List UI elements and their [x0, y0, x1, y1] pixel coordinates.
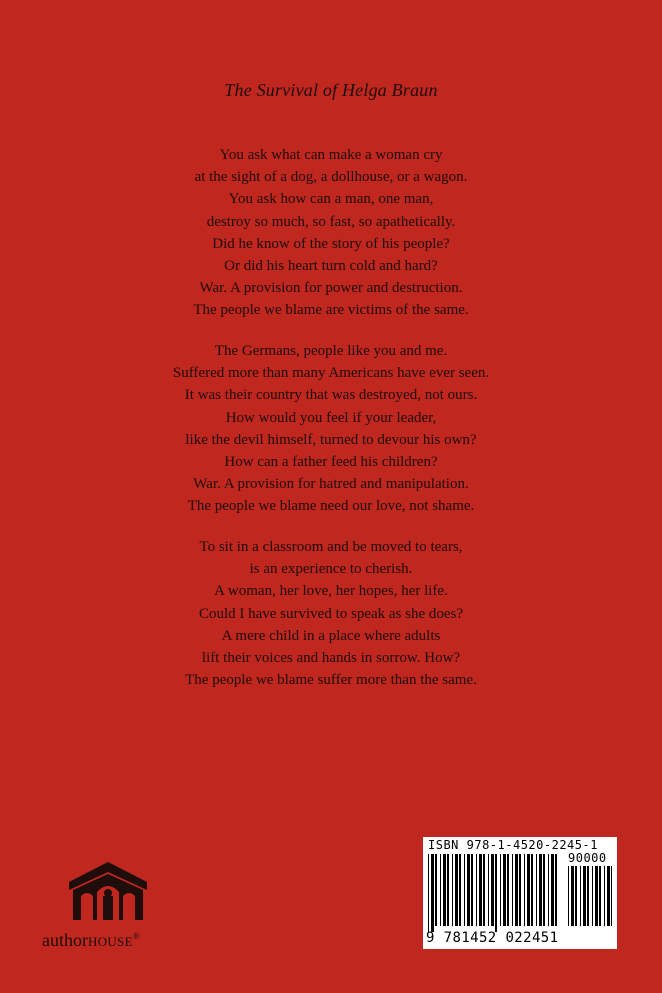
poem-line: You ask what can make a woman cry — [219, 147, 443, 163]
poem-line: Or did his heart turn cold and hard? — [224, 258, 438, 275]
poem-line: The people we blame suffer more than the same. — [185, 672, 477, 689]
poem-line: like the devil himself, turned to devour his own? — [185, 431, 477, 448]
poem-line: Suffered more than many Americans have ever seen. — [172, 365, 490, 382]
poem-line: You ask how can a man, one man, — [228, 191, 434, 208]
isbn-label: ISBN 978-1-4520-2245-1 — [428, 838, 598, 852]
poem-line: Could I have survived to speak as she does? — [198, 605, 464, 622]
addon-barcode-bars — [568, 866, 612, 932]
poem-line: Did he know of the story of his people? — [212, 235, 450, 252]
publisher-logo — [38, 856, 188, 956]
poem-line: How would you feel if your leader, — [225, 409, 437, 426]
poem-stanza-2 — [0, 340, 662, 518]
poem-line: To sit in a classroom and be moved to tears, — [199, 539, 463, 555]
poem-line: It was their country that was destroyed, not ours. — [184, 387, 478, 404]
poem-line: destroy so much, so fast, so apathetically. — [206, 213, 456, 230]
poem-line: The people we blame are victims of the same. — [193, 302, 469, 319]
poem-line: How can a father feed his children? — [224, 454, 438, 471]
poem-line: lift their voices and hands in sorrow. How? — [201, 650, 461, 667]
publisher-name: authorHOUSE® — [42, 930, 140, 950]
poem-line: War. A provision for hatred and manipulation. — [193, 476, 469, 493]
poem-line: A woman, her love, her hopes, her life. — [214, 583, 448, 600]
poem-line: A mere child in a place where adults — [221, 627, 441, 644]
poem-line: The people we blame need our love, not shame. — [187, 498, 475, 515]
isbn-barcode — [423, 837, 617, 949]
poem-stanza-1 — [0, 144, 662, 322]
book-title: The Survival of Helga Braun — [224, 80, 438, 100]
house-logo-icon — [67, 860, 149, 922]
ean-digits: 9 781452 022451 — [426, 930, 559, 946]
poem-stanza-3 — [0, 536, 662, 691]
poem-line: The Germans, people like you and me. — [214, 343, 448, 359]
poem-line: is an experience to cherish. — [249, 561, 413, 578]
price-code: 90000 — [568, 851, 607, 865]
poem-line: War. A provision for power and destruction. — [199, 280, 463, 297]
ean-barcode-bars — [428, 854, 560, 932]
poem-line: at the sight of a dog, a dollhouse, or a wagon. — [194, 169, 468, 186]
